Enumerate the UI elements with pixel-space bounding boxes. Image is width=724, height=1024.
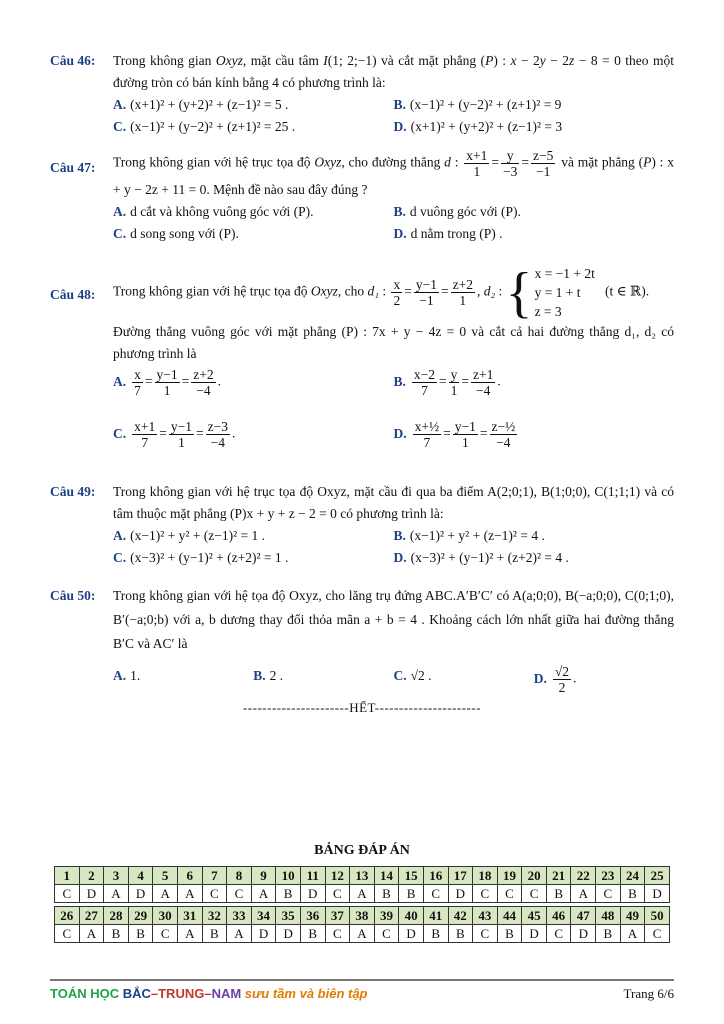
question-number: Câu 50:	[50, 588, 96, 603]
table-answer-cell: B	[276, 885, 301, 903]
option-d: D. $\frac{\text{x+½}}{7}$ = $\frac{y-1}{1}$ = $\frac{\text{z−½}}{-4}$	[393, 419, 516, 450]
fraction: $\frac{y}{-3}$	[503, 148, 518, 179]
table-header-cell: 50	[645, 907, 670, 925]
table-answer-cell: C	[374, 925, 399, 943]
option-d: D. d nằm trong (P) .	[393, 226, 503, 241]
table-header-cell: 36	[300, 907, 325, 925]
table-answer-cell: D	[448, 885, 473, 903]
option-d: D. (x+1)² + (y+2)² + (z−1)² = 3	[393, 119, 563, 134]
option-c: C. (x−3)² + (y−1)² + (z+2)² = 1 .	[113, 550, 289, 565]
question-text: Trong không gian với hệ trục tọa độ Oxyz, cho d₁ : $\frac{x}{2}$ = $\frac{y-1}{-1}$ = $\frac{z+2}{1}$ , d₂ : { x = −1 + 2t y = 1 + t z = 3 (t ∈ ℝ).	[113, 261, 650, 324]
question-47	[50, 148, 674, 245]
option-b: B. d vuông góc với (P).	[393, 204, 521, 219]
table-answer-cell: C	[55, 885, 80, 903]
table-header-cell: 47	[571, 907, 596, 925]
table-answer-cell: B	[399, 885, 424, 903]
table-header-cell: 10	[276, 867, 301, 885]
table-answer-cell: B	[104, 925, 129, 943]
table-header-cell: 29	[128, 907, 153, 925]
question-number: Câu 47:	[50, 160, 96, 175]
table-header-cell: 7	[202, 867, 227, 885]
table-answer-cell: C	[473, 925, 498, 943]
table-header-cell: 43	[473, 907, 498, 925]
table-answer-cell: C	[473, 885, 498, 903]
table-header-cell: 3	[104, 867, 129, 885]
table-answer-cell: C	[202, 885, 227, 903]
table-answer-cell: B	[423, 925, 448, 943]
table-answer-cell: D	[399, 925, 424, 943]
option-c: C. (x−1)² + (y−2)² + (z+1)² = 25 .	[113, 119, 296, 134]
question-text: Trong không gian với hệ trục tọa độ Oxyz, mặt cầu đi qua ba điểm A(2;0;1), B(1;0;0), C(1;1;1) và có tâm thuộc mặt phẳng (P)x + y + z − 2 = 0 có phương trình là:	[113, 484, 674, 521]
table-answer-cell: B	[448, 925, 473, 943]
table-answer-cell: B	[128, 925, 153, 943]
option-d: D. $\frac{√2}{2}$ .	[533, 664, 577, 695]
option-b: B. 2 .	[253, 668, 284, 683]
table-header-cell: 35	[276, 907, 301, 925]
table-answer-cell: A	[350, 925, 375, 943]
table-header-cell: 4	[128, 867, 153, 885]
question-50	[50, 584, 674, 695]
table-header-cell: 28	[104, 907, 129, 925]
option-a: A. (x+1)² + (y+2)² + (z−1)² = 5 .	[113, 97, 289, 112]
answer-table-2	[54, 906, 670, 943]
table-header-cell: 11	[300, 867, 325, 885]
footer-brand: TOÁN HỌC BẮC–TRUNG–NAM sưu tầm và biên tập	[50, 986, 368, 1001]
table-header-cell: 12	[325, 867, 350, 885]
table-answer-cell: C	[325, 885, 350, 903]
table-header-cell: 38	[350, 907, 375, 925]
table-header-cell: 49	[620, 907, 645, 925]
table-answer-cell: B	[596, 925, 621, 943]
table-header-cell: 19	[497, 867, 522, 885]
table-answer-cell: B	[497, 925, 522, 943]
table-header-cell: 9	[251, 867, 276, 885]
option-b: B. (x−1)² + y² + (z−1)² = 4 .	[393, 528, 545, 543]
page-number: Trang 6/6	[623, 986, 674, 1001]
table-header-cell: 15	[399, 867, 424, 885]
table-header-cell: 21	[546, 867, 571, 885]
table-answer-cell: C	[596, 885, 621, 903]
question-text: Trong không gian với hệ tọa độ Oxyz, cho lăng trụ đứng ABC.A′B′C′ có A(a;0;0), B(−a;0;0), C(0;1;0), B′(−a;0;b) với a, b dương thay đổi thỏa mãn a + b = 4 . Khoảng cách lớn nhất giữa hai đường thẳng B′C và AC′ là	[113, 588, 674, 651]
answer-table-title: BẢNG ĐÁP ÁN	[314, 843, 410, 858]
table-answer-cell: A	[227, 925, 252, 943]
table-answer-cell: D	[645, 885, 670, 903]
table-header-cell: 17	[448, 867, 473, 885]
table-header-cell: 37	[325, 907, 350, 925]
table-header-cell: 34	[251, 907, 276, 925]
table-header-cell: 30	[153, 907, 178, 925]
question-number: Câu 46:	[50, 53, 96, 68]
fraction: $\frac{z-5}{-1}$	[533, 148, 554, 179]
table-header-cell: 2	[79, 867, 104, 885]
option-c: C. √2 .	[393, 668, 432, 683]
footer-divider	[50, 979, 674, 981]
option-b: B. (x−1)² + (y−2)² + (z+1)² = 9	[393, 97, 562, 112]
table-answer-cell: A	[251, 885, 276, 903]
table-header-cell: 46	[546, 907, 571, 925]
table-answer-cell: D	[79, 885, 104, 903]
table-answer-cell: A	[350, 885, 375, 903]
table-answer-cell: B	[300, 925, 325, 943]
table-header-cell: 25	[645, 867, 670, 885]
option-a: A. d cắt và không vuông góc với (P).	[113, 204, 314, 219]
question-text: Trong không gian với hệ trục tọa độ Oxyz, cho đường thẳng d : $\frac{x+1}{1}$ = $\frac{y}{-3}$ = $\frac{z-5}{-1}$ và mặt phẳng (P) : x + y − 2z + 11 = 0. Mệnh đề nào sau đây đúng ?	[113, 148, 674, 197]
table-answer-cell: D	[251, 925, 276, 943]
table-header-cell: 31	[177, 907, 202, 925]
table-answer-cell: D	[522, 925, 547, 943]
table-header-cell: 24	[620, 867, 645, 885]
table-answer-cell: B	[620, 885, 645, 903]
option-a: A. 1.	[113, 668, 141, 683]
table-header-cell: 22	[571, 867, 596, 885]
table-answer-cell: A	[177, 885, 202, 903]
table-header-cell: 33	[227, 907, 252, 925]
table-header-cell: 27	[79, 907, 104, 925]
table-answer-cell: A	[620, 925, 645, 943]
table-answer-cell: C	[325, 925, 350, 943]
table-header-cell: 48	[596, 907, 621, 925]
table-header-cell: 42	[448, 907, 473, 925]
table-answer-cell: C	[546, 925, 571, 943]
table-header-cell: 41	[423, 907, 448, 925]
answer-table-1	[54, 866, 670, 903]
table-header-cell: 6	[177, 867, 202, 885]
table-header-cell: 40	[399, 907, 424, 925]
option-a: A. (x−1)² + y² + (z−1)² = 1 .	[113, 528, 266, 543]
table-answer-cell: B	[374, 885, 399, 903]
table-header-cell: 18	[473, 867, 498, 885]
question-text: Trong không gian Oxyz, mặt cầu tâm I(1; 2;−1) và cắt mặt phẳng (P) : x − 2y − 2z − 8 = 0 theo một đường tròn có bán kính bằng 4 có phương trình là:	[113, 53, 674, 90]
table-answer-cell: C	[227, 885, 252, 903]
table-answer-cell: C	[522, 885, 547, 903]
table-header-cell: 45	[522, 907, 547, 925]
table-header-cell: 14	[374, 867, 399, 885]
option-c: C. d song song với (P).	[113, 226, 239, 241]
table-answer-cell: A	[571, 885, 596, 903]
table-header-cell: 16	[423, 867, 448, 885]
table-answer-cell: C	[645, 925, 670, 943]
table-header-cell: 1	[55, 867, 80, 885]
question-number: Câu 48:	[50, 287, 96, 302]
table-answer-cell: C	[423, 885, 448, 903]
option-c: C. $\frac{x+1}{7}$ = $\frac{y-1}{1}$ = $\frac{z-3}{-4}$ .	[113, 419, 236, 450]
table-header-cell: 26	[55, 907, 80, 925]
option-a: A. $\frac{x}{7}$ = $\frac{y-1}{1}$ = $\frac{z+2}{-4}$ .	[113, 367, 221, 398]
question-49	[50, 481, 674, 569]
table-answer-cell: C	[153, 925, 178, 943]
option-d: D. (x−3)² + (y−1)² + (z+2)² = 4 .	[393, 550, 569, 565]
table-answer-cell: B	[546, 885, 571, 903]
table-answer-cell: C	[55, 925, 80, 943]
table-header-cell: 39	[374, 907, 399, 925]
table-header-cell: 23	[596, 867, 621, 885]
question-48	[50, 261, 674, 467]
table-header-cell: 5	[153, 867, 178, 885]
table-answer-cell: A	[177, 925, 202, 943]
table-answer-cell: D	[571, 925, 596, 943]
equation-system: { x = −1 + 2t y = 1 + t z = 3	[505, 261, 595, 324]
table-answer-cell: D	[128, 885, 153, 903]
table-answer-cell: B	[202, 925, 227, 943]
end-marker: ----------------------HẾT----------------------	[242, 700, 482, 715]
table-header-cell: 13	[350, 867, 375, 885]
question-number: Câu 49:	[50, 484, 96, 499]
table-header-cell: 20	[522, 867, 547, 885]
table-header-cell: 32	[202, 907, 227, 925]
table-answer-cell: D	[276, 925, 301, 943]
table-answer-cell: D	[300, 885, 325, 903]
question-text-2: Đường thẳng vuông góc với mặt phẳng (P) : 7x + y − 4z = 0 và cắt cả hai đường thẳng d₁, d₂ có phương trình là	[113, 324, 674, 361]
table-answer-cell: C	[497, 885, 522, 903]
table-answer-cell: A	[79, 925, 104, 943]
option-b: B. $\frac{x-2}{7}$ = $\frac{y}{1}$ = $\frac{z+1}{-4}$ .	[393, 367, 501, 398]
table-answer-cell: A	[153, 885, 178, 903]
fraction: $\frac{x+1}{1}$	[466, 148, 488, 179]
question-46	[50, 50, 674, 138]
table-answer-cell: A	[104, 885, 129, 903]
table-header-cell: 44	[497, 907, 522, 925]
table-header-cell: 8	[227, 867, 252, 885]
